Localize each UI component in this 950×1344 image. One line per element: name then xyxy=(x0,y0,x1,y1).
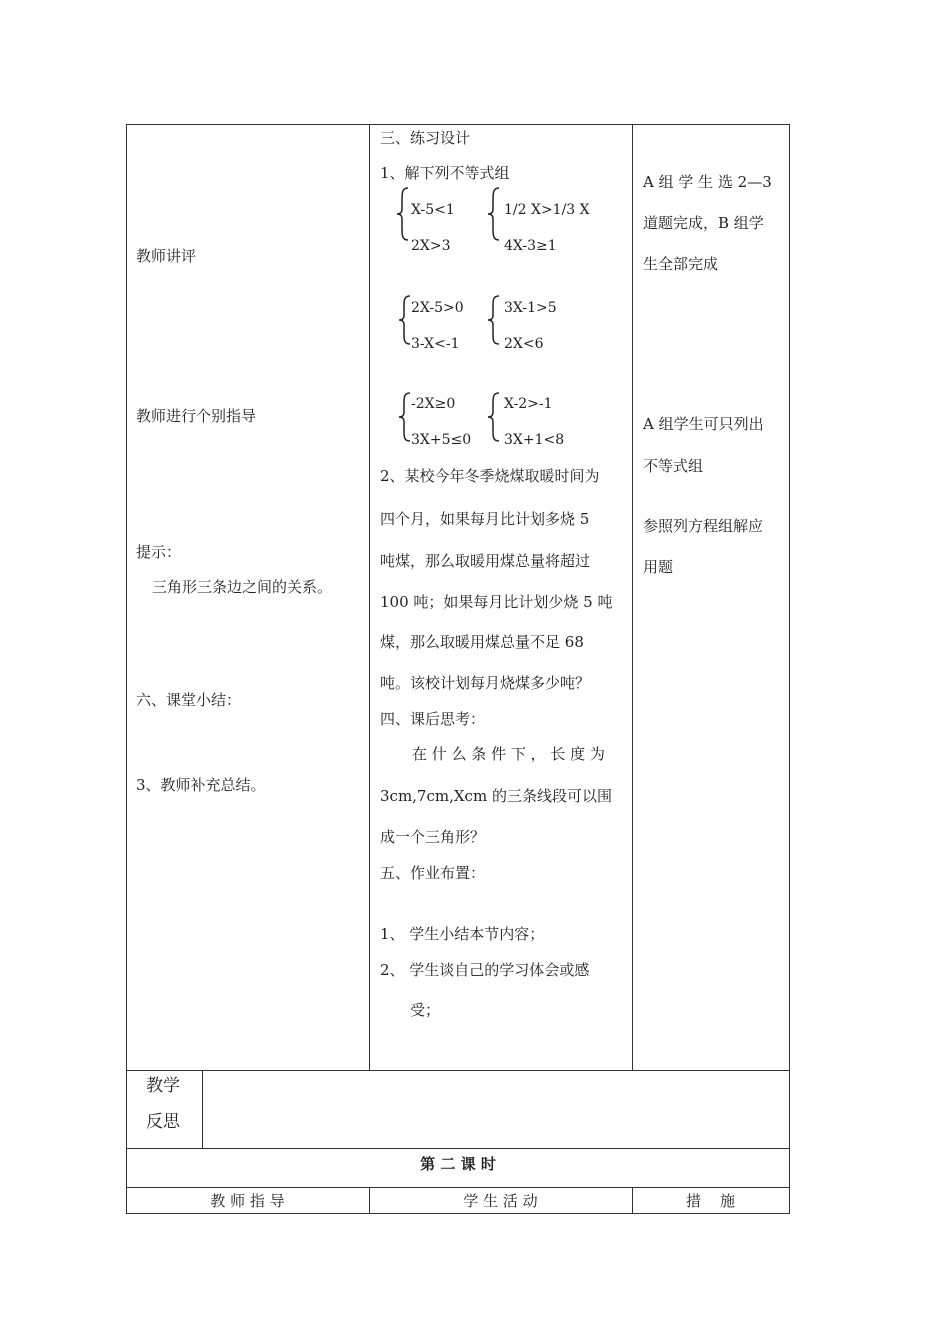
brace-icon xyxy=(396,187,410,241)
system3-line-a: 2X-5>0 xyxy=(411,300,464,316)
note3-line: 用题 xyxy=(643,558,674,576)
hint-text: 三角形三条边之间的关系。 xyxy=(152,578,333,596)
q2-line: 吨。该校计划每月烧煤多少吨？ xyxy=(380,674,591,692)
row-divider-headers xyxy=(126,1187,790,1188)
reflection-label-line2: 反思 xyxy=(146,1112,180,1132)
second-lesson-title: 第 二 课 时 xyxy=(420,1155,496,1173)
system2-line-a: 1/2 X>1/3 X xyxy=(504,202,590,218)
system1-line-a: X-5<1 xyxy=(411,202,455,218)
row-divider-reflection xyxy=(126,1070,790,1071)
brace-icon xyxy=(487,392,501,442)
system1-line-b: 2X>3 xyxy=(411,238,451,254)
hint-label: 提示： xyxy=(136,543,182,561)
homework-item: 受； xyxy=(410,1001,441,1019)
q2-line: 四个月，如果每月比计划多烧 5 xyxy=(380,510,590,528)
row-divider-second-lesson xyxy=(126,1148,790,1149)
q2-line: 吨煤，那么取暖用煤总量将超过 xyxy=(380,552,591,570)
system5-line-b: 3X+5≤0 xyxy=(411,432,472,448)
note1-line: A 组 学 生 选 2—3 xyxy=(643,173,772,191)
note3-line: 参照列方程组解应 xyxy=(643,517,764,535)
think-line: 在 什 么 条 件 下 ， 长 度 为 xyxy=(412,745,605,763)
brace-icon xyxy=(487,295,501,345)
table-bottom-border xyxy=(126,1213,790,1214)
table-right-border xyxy=(789,124,790,1214)
system4-line-a: 3X-1>5 xyxy=(504,300,557,316)
think-line: 成一个三角形？ xyxy=(380,828,486,846)
system4-line-b: 2X<6 xyxy=(504,336,544,352)
note2-line: 不等式组 xyxy=(643,457,704,475)
think-line: 3cm,7cm,Xcm 的三条线段可以围 xyxy=(380,787,612,805)
q2-line: 煤，那么取暖用煤总量不足 68 xyxy=(380,633,584,651)
system6-line-a: X-2>-1 xyxy=(504,396,553,412)
teacher-summary-text: 3、教师补充总结。 xyxy=(136,776,266,794)
homework-item: 2、 学生谈自己的学习体会或感 xyxy=(380,961,590,979)
header-teacher-guidance: 教 师 指 导 xyxy=(210,1192,285,1210)
system2-line-b: 4X-3≥1 xyxy=(504,238,557,254)
system5-line-a: -2X≥0 xyxy=(411,396,456,412)
note2-line: A 组学生可只列出 xyxy=(643,415,764,433)
note1-line: 道题完成，B 组学 xyxy=(643,214,764,232)
summary-heading: 六、课堂小结： xyxy=(136,691,242,709)
homework-item: 1、 学生小结本节内容； xyxy=(380,925,545,943)
section5-title: 五、作业布置： xyxy=(380,864,486,882)
header-measures: 措 施 xyxy=(685,1192,736,1210)
section4-title: 四、课后思考： xyxy=(380,710,486,728)
table-top-border xyxy=(126,124,790,125)
system6-line-b: 3X+1<8 xyxy=(504,432,565,448)
table-left-border xyxy=(126,124,127,1214)
individual-guidance-text: 教师进行个别指导 xyxy=(136,407,257,425)
brace-icon xyxy=(487,187,501,241)
reflection-label-line1: 教学 xyxy=(146,1076,180,1096)
section3-title: 三、练习设计 xyxy=(380,129,471,147)
col-divider-2 xyxy=(632,124,633,1070)
q1-title: 1、解下列不等式组 xyxy=(380,164,510,182)
q2-line: 100 吨；如果每月比计划少烧 5 吨 xyxy=(380,593,613,611)
brace-icon xyxy=(398,295,412,345)
system3-line-b: 3-X<-1 xyxy=(411,336,460,352)
header-student-activity: 学 生 活 动 xyxy=(463,1192,538,1210)
teacher-review-text: 教师讲评 xyxy=(136,247,197,265)
reflection-divider xyxy=(202,1070,203,1148)
note1-line: 生全部完成 xyxy=(643,255,719,273)
brace-icon xyxy=(398,392,412,442)
q2-line: 2、某校今年冬季烧煤取暖时间为 xyxy=(380,467,600,485)
col-divider-1 xyxy=(369,124,370,1070)
